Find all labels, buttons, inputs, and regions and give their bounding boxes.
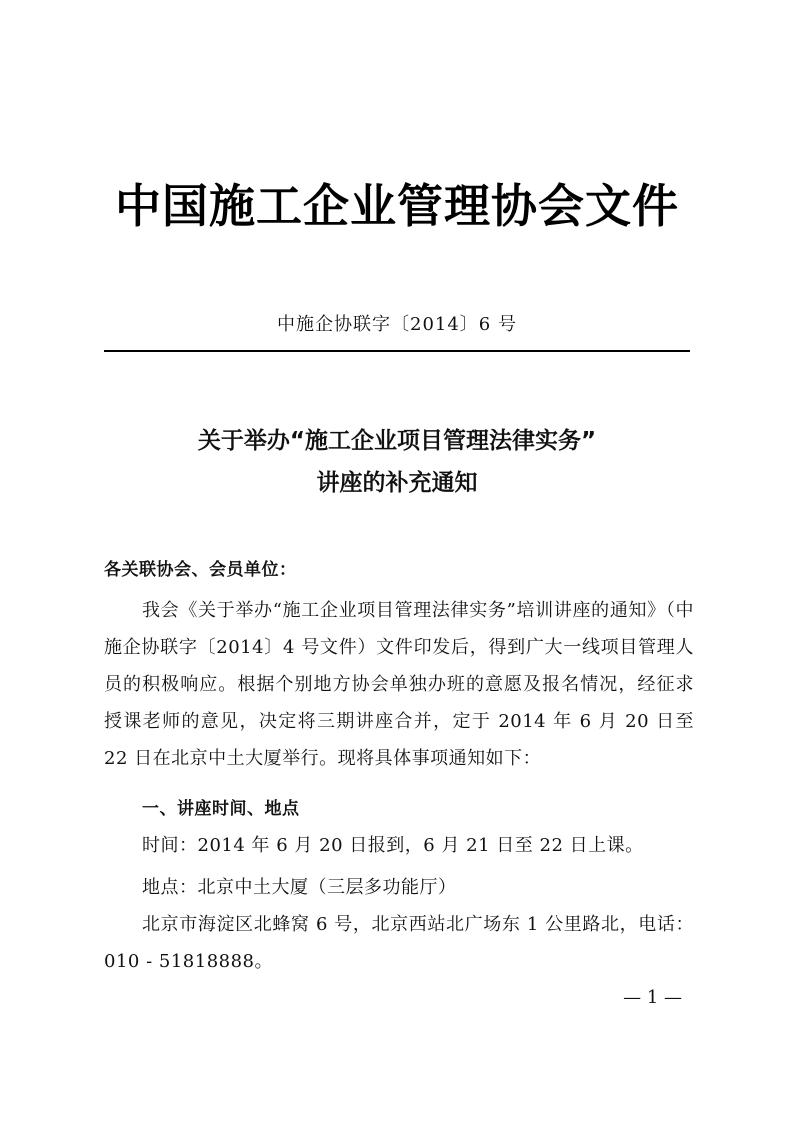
section-heading-time-place: 一、讲座时间、地点 bbox=[142, 799, 300, 819]
venue-address: 北京市海淀区北蜂窝 6 号，北京西站北广场东 1 公里路北，电话：010 - 51818888。 bbox=[104, 914, 694, 972]
document-number: 中施企协联字〔2014〕6 号 bbox=[277, 314, 517, 335]
page-number: — 1 — bbox=[623, 987, 682, 1008]
lecture-place: 地点：北京中土大厦（三层多功能厅） bbox=[142, 877, 457, 898]
header-divider bbox=[104, 350, 690, 352]
lecture-time: 时间：2014 年 6 月 20 日报到，6 月 21 日至 22 日上课。 bbox=[142, 835, 644, 856]
notice-title-line-2: 讲座的补充通知 bbox=[316, 470, 478, 496]
salutation: 各关联协会、会员单位： bbox=[104, 560, 297, 580]
notice-title bbox=[0, 420, 794, 504]
notice-title-line-1: 关于举办“施工企业项目管理法律实务” bbox=[197, 428, 597, 454]
document-header-title: 中国施工企业管理协会文件 bbox=[115, 179, 679, 233]
intro-paragraph: 我会《关于举办“施工企业项目管理法律实务”培训讲座的通知》（中施企协联字〔2014〕4 号文件）文件印发后，得到广大一线项目管理人员的积极响应。根据个别地方协会单独办班的意愿及报名情况，经征求授课老师的意见，决定将三期讲座合并，定于 2014 年 6 月 20 日至 22 日在北京中土大厦举行。现将具体事项通知如下： bbox=[104, 600, 694, 769]
